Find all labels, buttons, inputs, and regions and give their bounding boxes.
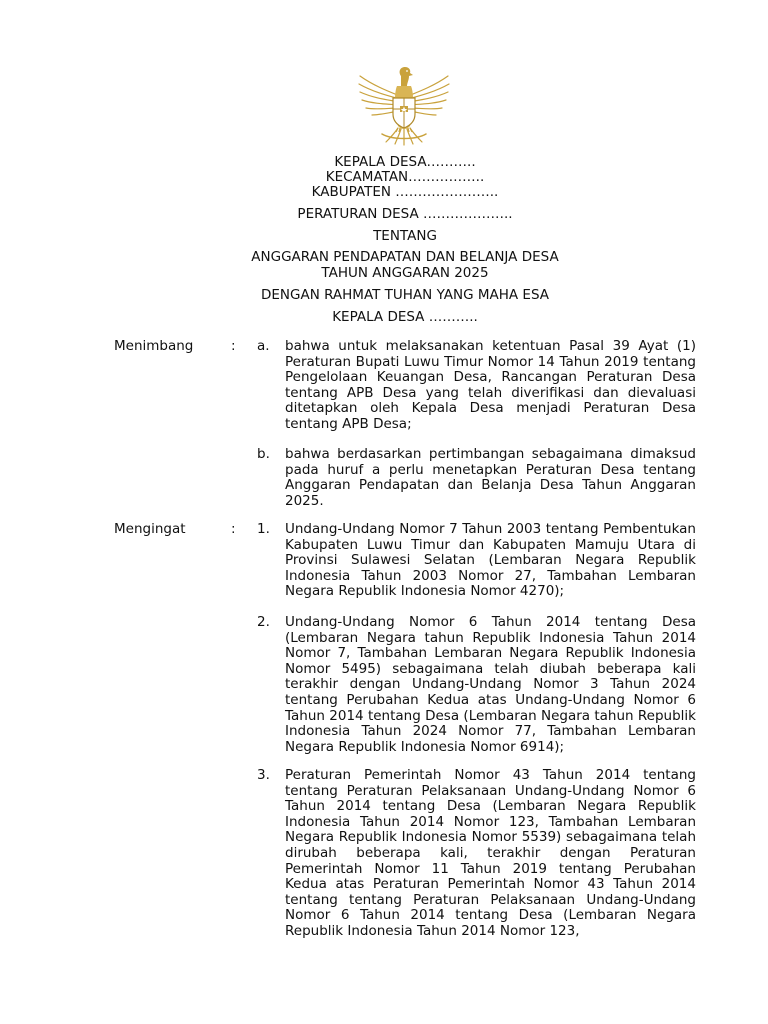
menimbang-label: Menimbang <box>114 338 194 354</box>
header-kabupaten: KABUPATEN ………………….. <box>311 184 499 200</box>
header-kepala-desa: KEPALA DESA……….. <box>334 154 476 170</box>
document-title-line2: TAHUN ANGGARAN 2025 <box>321 265 489 281</box>
garuda-emblem-icon <box>354 62 454 148</box>
mengingat-item-text-3: Peraturan Pemerintah Nomor 43 Tahun 2014 tentang tentang Peraturan Pelaksanaan Undang-Undang Nomor 6 Tahun 2014 tentang Desa (Lembaran Negara Republik Indonesia Tahun 2014 Nomor 123, Tambahan Lembaran Negara Republik Indonesia Nomor 5539) sebagaimana telah dirubah beberapa kali, terakhir dengan Peraturan Pemerintah Nomor 11 Tahun 2019 tentang Perubahan Kedua atas Peraturan Pemerintah Nomor 43 Tahun 2014 tentang tentang Peraturan Pelaksanaan Undang-Undang Nomor 6 Tahun 2014 tentang Desa (Lembaran Negara Republik Indonesia Tahun 2014 Nomor 123, <box>285 767 696 939</box>
menimbang-item-text-b: bahwa berdasarkan pertimbangan sebagaimana dimaksud pada huruf a perlu menetapkan Peraturan Desa tentang Anggaran Pendapatan dan Belanja Desa Tahun Anggaran 2025. <box>285 446 696 509</box>
menimbang-colon: : <box>231 338 236 354</box>
menimbang-item-mark-a: a. <box>257 338 270 354</box>
header-kecamatan: KECAMATAN…………….. <box>325 169 485 185</box>
header-tentang: TENTANG <box>373 228 437 244</box>
header-kepala-desa-2: KEPALA DESA ……….. <box>332 309 478 325</box>
mengingat-item-mark-2: 2. <box>257 614 270 630</box>
menimbang-item-mark-b: b. <box>257 446 270 462</box>
header-dengan-rahmat: DENGAN RAHMAT TUHAN YANG MAHA ESA <box>260 287 550 303</box>
header-peraturan-desa: PERATURAN DESA ……………….. <box>297 206 513 222</box>
mengingat-item-mark-1: 1. <box>257 521 270 537</box>
mengingat-item-mark-3: 3. <box>257 767 270 783</box>
mengingat-colon: : <box>231 521 236 537</box>
mengingat-item-text-2: Undang-Undang Nomor 6 Tahun 2014 tentang Desa (Lembaran Negara tahun Republik Indonesia Tahun 2014 Nomor 7, Tambahan Lembaran Negara Republik Indonesia Nomor 5495) sebagaimana telah diubah beberapa kali terakhir dengan Undang-Undang Nomor 3 Tahun 2024 tentang Perubahan Kedua atas Undang-Undang Nomor 6 Tahun 2014 tentang Desa (Lembaran Negara tahun Republik Indonesia Tahun 2024 Nomor 77, Tambahan Lembaran Negara Republik Indonesia Nomor 6914); <box>285 614 696 755</box>
document-title-line1: ANGGARAN PENDAPATAN DAN BELANJA DESA <box>251 249 559 265</box>
mengingat-label: Mengingat <box>114 521 186 537</box>
mengingat-item-text-1: Undang-Undang Nomor 7 Tahun 2003 tentang Pembentukan Kabupaten Luwu Timur dan Kabupaten Mamuju Utara di Provinsi Sulawesi Selatan (Lembaran Negara Republik Indonesia Tahun 2003 Nomor 27, Tambahan Lembaran Negara Republik Indonesia Nomor 4270); <box>285 521 696 600</box>
menimbang-item-text-a: bahwa untuk melaksanakan ketentuan Pasal 39 Ayat (1) Peraturan Bupati Luwu Timur Nomor 14 Tahun 2019 tentang Pengelolaan Keuangan Desa, Rancangan Peraturan Desa tentang APB Desa yang telah diverifikasi dan dievaluasi ditetapkan oleh Kepala Desa menjadi Peraturan Desa tentang APB Desa; <box>285 338 696 432</box>
